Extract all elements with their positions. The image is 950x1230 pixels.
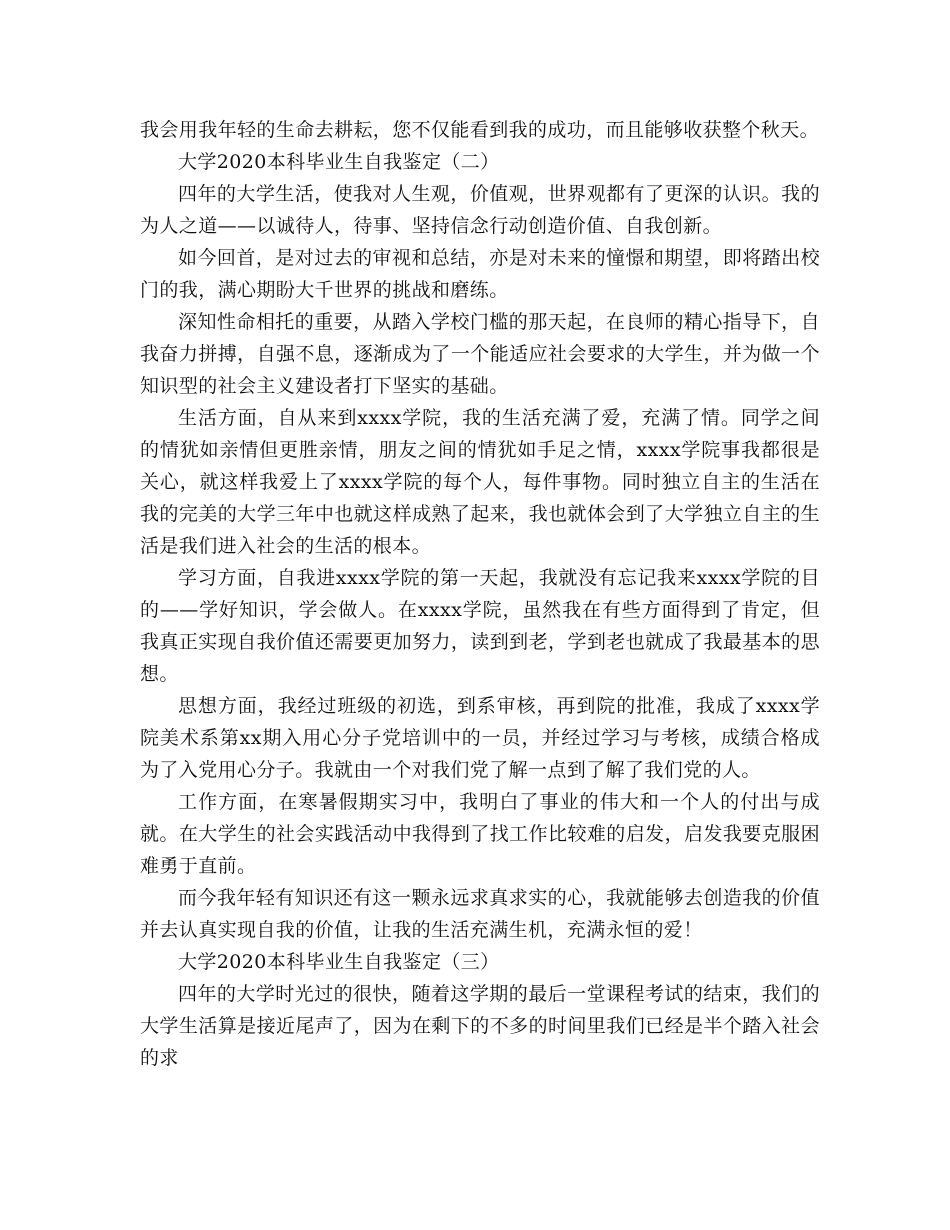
paragraph: 而今我年轻有知识还有这一颗永远求真求实的心，我就能够去创造我的价值并去认真实现自我的价值，让我的生活充满生机，充满永恒的爱！: [140, 887, 820, 941]
paragraph: 四年的大学生活，使我对人生观，价值观，世界观都有了更深的认识。我的为人之道——以诚待人，待事、坚持信念行动创造价值、自我创新。: [140, 183, 820, 237]
paragraph: 生活方面，自从来到xxxx学院，我的生活充满了爱，充满了情。同学之间的情犹如亲情但更胜亲情，朋友之间的情犹如手足之情，xxxx学院事我都很是关心，就这样我爱上了xxxx学院的每个人，每件事物。同时独立自主的生活在我的完美的大学三年中也就这样成熟了起来，我也就体会到了大学独立自主的生活是我们进入社会的生活的根本。: [140, 407, 820, 557]
paragraph: 深知性命相托的重要，从踏入学校门槛的那天起，在良师的精心指导下，自我奋力拼搏，自强不息，逐渐成为了一个能适应社会要求的大学生，并为做一个知识型的社会主义建设者打下坚实的基础。: [140, 311, 820, 397]
paragraph: 思想方面，我经过班级的初选，到系审核，再到院的批准，我成了xxxx学院美术系第xx期入用心分子党培训中的一员，并经过学习与考核，成绩合格成为了入党用心分子。我就由一个对我们党了解一点到了解了我们党的人。: [140, 695, 820, 781]
paragraph: 四年的大学时光过的很快，随着这学期的最后一堂课程考试的结束，我们的大学生活算是接近尾声了，因为在剩下的不多的时间里我们已经是半个踏入社会的求: [140, 983, 820, 1069]
paragraph: 如今回首，是对过去的审视和总结，亦是对未来的憧憬和期望，即将踏出校门的我，满心期盼大千世界的挑战和磨练。: [140, 247, 820, 301]
paragraph: 工作方面，在寒暑假期实习中，我明白了事业的伟大和一个人的付出与成就。在大学生的社会实践活动中我得到了找工作比较难的启发，启发我要克服困难勇于直前。: [140, 791, 820, 877]
section-heading-3: 大学2020本科毕业生自我鉴定（三）: [178, 951, 500, 973]
paragraph: 学习方面，自我进xxxx学院的第一天起，我就没有忘记我来xxxx学院的目的——学好知识，学会做人。在xxxx学院，虽然我在有些方面得到了肯定，但我真正实现自我价值还需要更加努力，读到到老，学到老也就成了我最基本的思想。: [140, 567, 820, 685]
document-body: [140, 114, 820, 1074]
section-heading-2: 大学2020本科毕业生自我鉴定（二）: [178, 151, 500, 173]
paragraph-continuation: 我会用我年轻的生命去耕耘，您不仅能看到我的成功，而且能够收获整个秋天。: [140, 119, 820, 141]
